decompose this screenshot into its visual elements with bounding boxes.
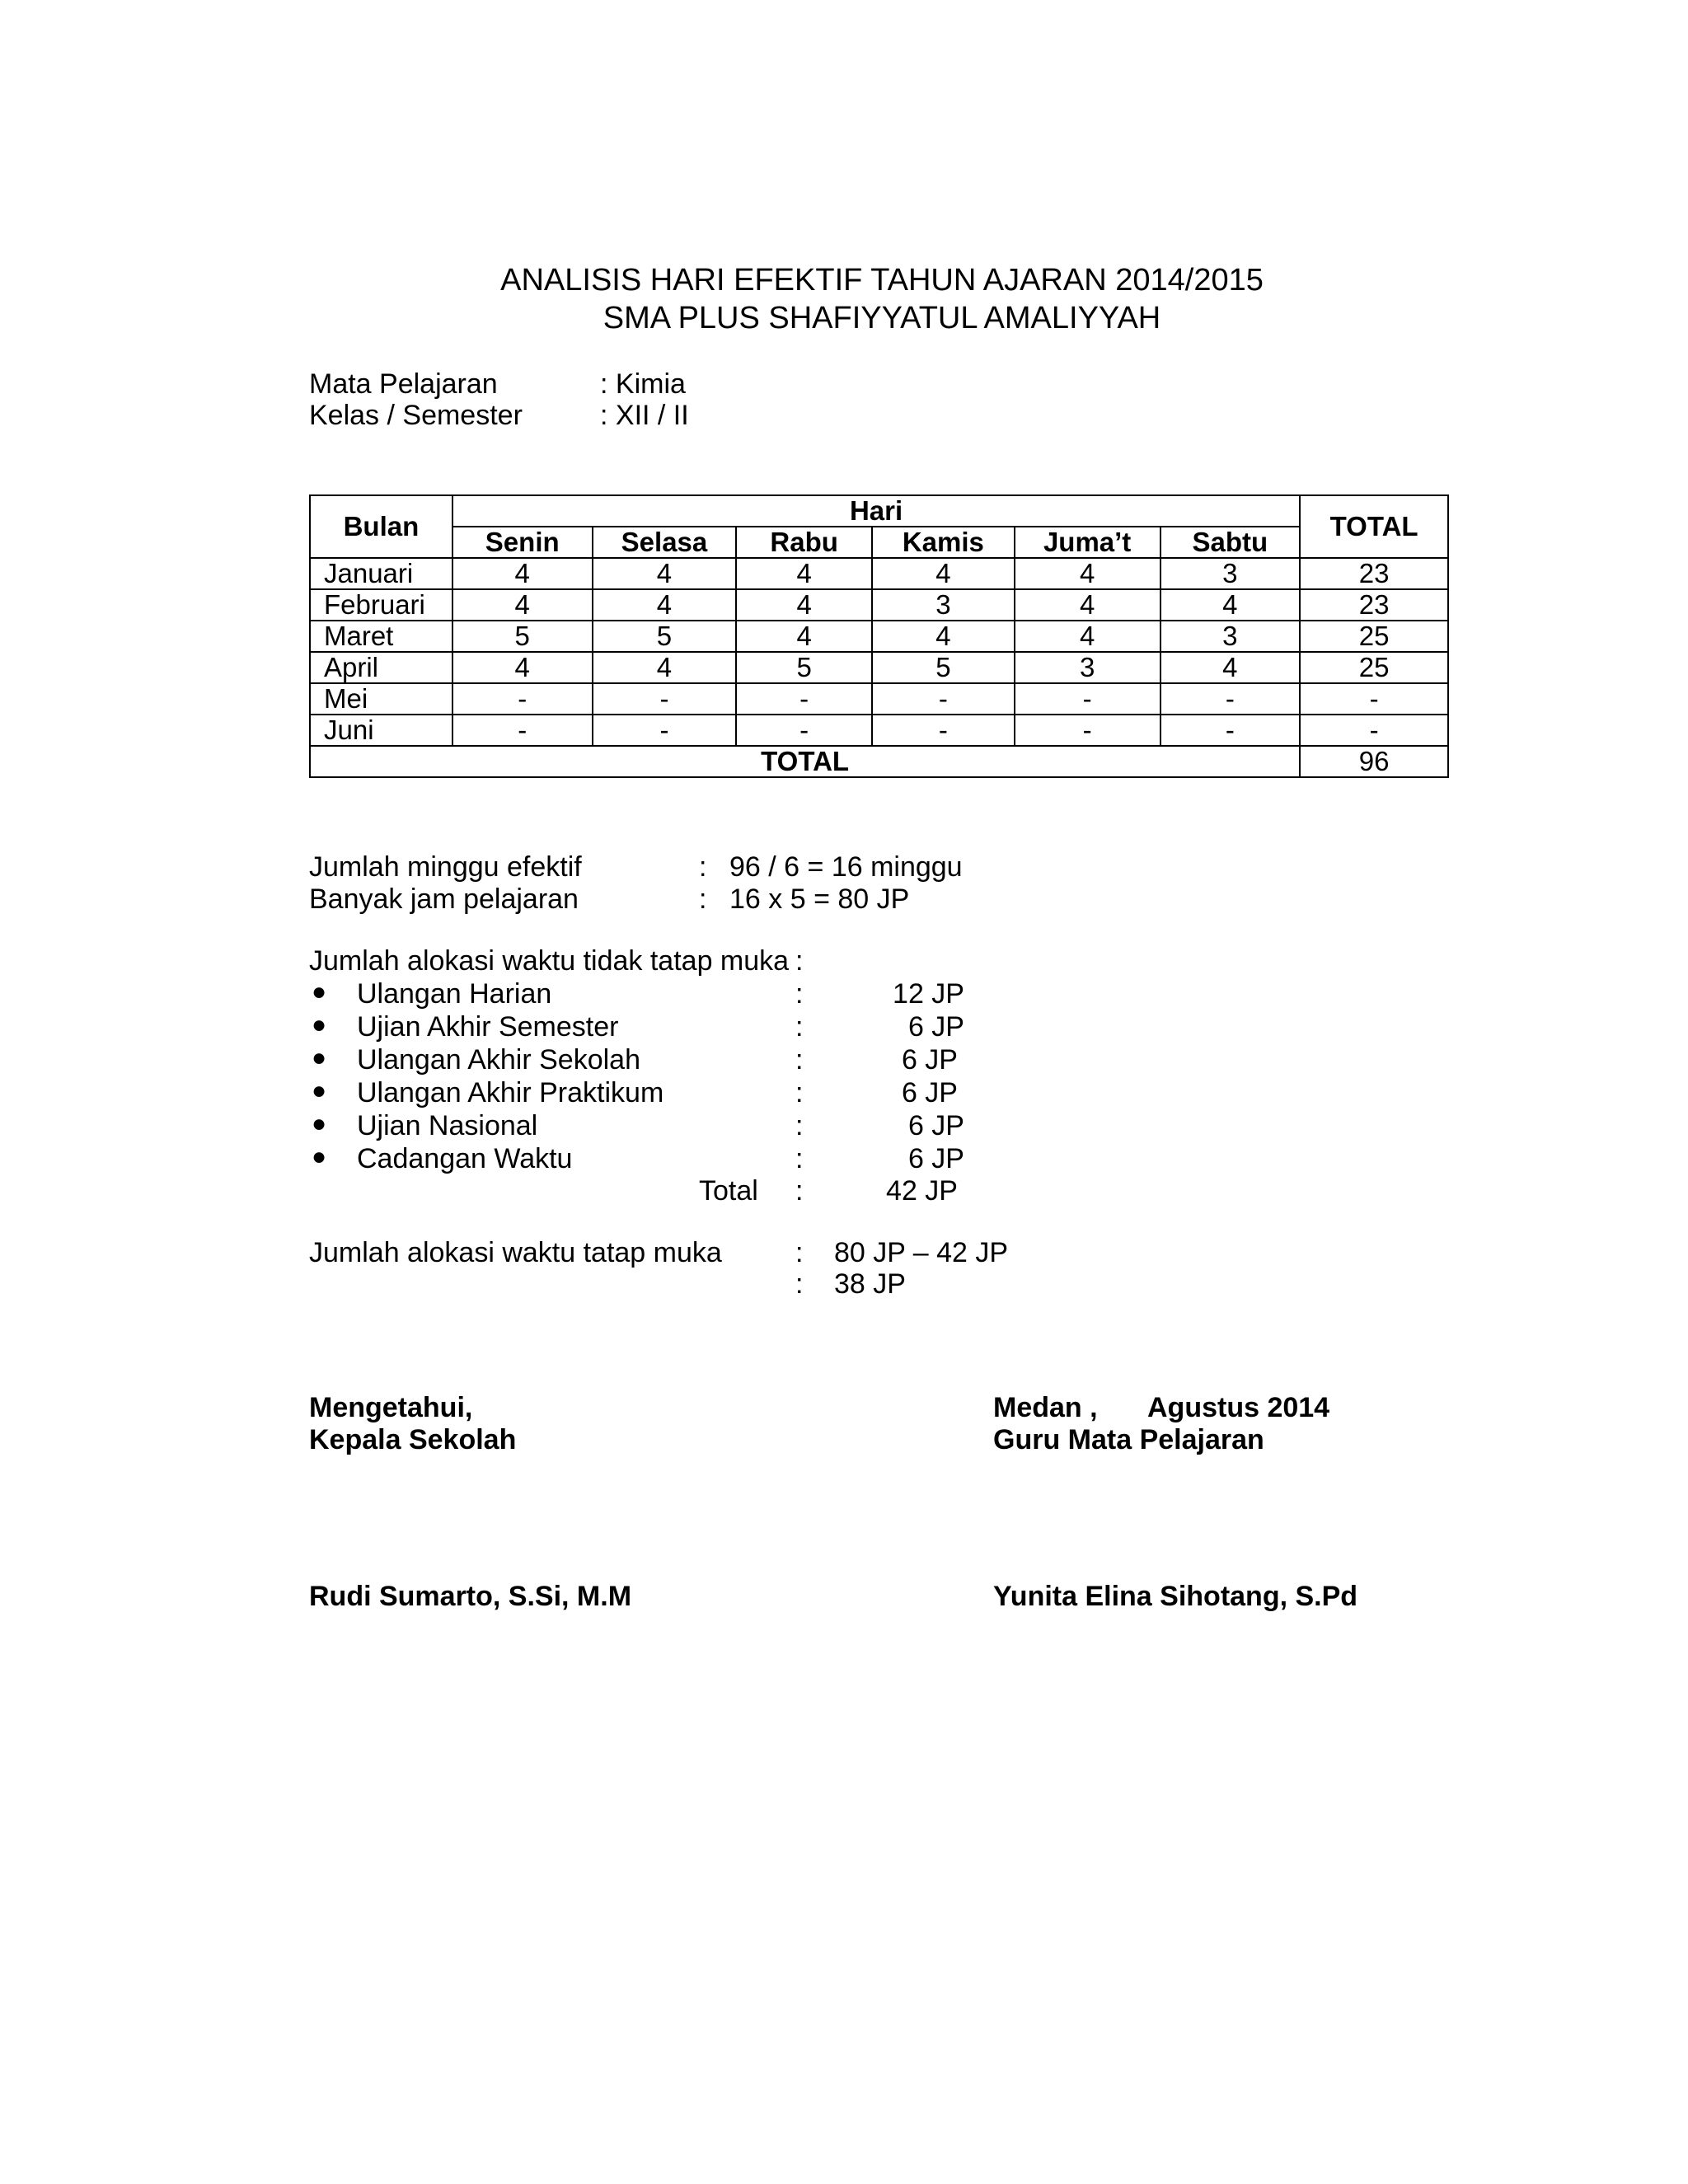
day-cell: - — [452, 683, 593, 715]
day-cell: 4 — [593, 652, 737, 683]
effective-days-table — [309, 494, 1449, 778]
face-line2: 38 JP — [834, 1268, 906, 1300]
day-cell: - — [1015, 715, 1160, 746]
sign-right-name: Yunita Elina Sihotang, S.Pd — [993, 1581, 1358, 1612]
month-cell: Januari — [310, 558, 452, 589]
day-cell: 4 — [1015, 621, 1160, 652]
day-cell: 4 — [452, 652, 593, 683]
table-footer-row — [310, 746, 1448, 777]
month-cell: April — [310, 652, 452, 683]
row-total-cell: - — [1300, 715, 1448, 746]
table-row — [310, 589, 1448, 621]
month-cell: Maret — [310, 621, 452, 652]
list-sep: : — [795, 1143, 804, 1174]
day-cell: 4 — [736, 558, 872, 589]
day-cell: 3 — [1015, 652, 1160, 683]
day-cell: 5 — [872, 652, 1015, 683]
row-total-cell: 25 — [1300, 652, 1448, 683]
day-cell: 5 — [736, 652, 872, 683]
day-cell: 4 — [1160, 652, 1301, 683]
hours-sep: : — [699, 883, 707, 915]
sign-left-line2: Kepala Sekolah — [309, 1424, 517, 1455]
day-cell: 4 — [593, 589, 737, 621]
non-face-total-label: Total — [699, 1175, 758, 1207]
header-day: Selasa — [593, 527, 737, 558]
list-sep: : — [795, 1077, 804, 1108]
list-sep: : — [795, 1044, 804, 1076]
face-sep: : — [795, 1237, 804, 1268]
non-face-total-value: 42 JP — [886, 1175, 958, 1207]
row-total-cell: 25 — [1300, 621, 1448, 652]
table-row — [310, 621, 1448, 652]
list-value: 12 JP — [893, 978, 964, 1010]
day-cell: 3 — [1160, 621, 1301, 652]
day-cell: - — [452, 715, 593, 746]
subject-label: Mata Pelajaran — [309, 368, 498, 400]
weeks-value: 96 / 6 = 16 minggu — [729, 851, 963, 883]
list-value: 6 JP — [907, 1011, 964, 1043]
month-cell: Mei — [310, 683, 452, 715]
day-cell: - — [1160, 715, 1301, 746]
day-cell: - — [872, 683, 1015, 715]
sign-left-name: Rudi Sumarto, S.Si, M.M — [309, 1581, 632, 1612]
weeks-sep: : — [699, 851, 707, 883]
list-value: 6 JP — [907, 1110, 964, 1141]
footer-total-label: TOTAL — [310, 746, 1300, 777]
month-cell: Juni — [310, 715, 452, 746]
day-cell: - — [593, 683, 737, 715]
header-days-group: Hari — [452, 495, 1300, 527]
page-title: ANALISIS HARI EFEKTIF TAHUN AJARAN 2014/2015 — [500, 263, 1264, 298]
header-total: TOTAL — [1300, 495, 1448, 558]
list-value: 6 JP — [901, 1044, 958, 1076]
face-sep: : — [795, 1268, 804, 1300]
table-row — [310, 558, 1448, 589]
day-cell: - — [736, 683, 872, 715]
list-value: 6 JP — [901, 1077, 958, 1108]
day-cell: 3 — [1160, 558, 1301, 589]
day-cell: 4 — [1015, 589, 1160, 621]
bullet-icon: ● — [312, 1077, 327, 1104]
header-day: Senin — [452, 527, 593, 558]
day-cell: 5 — [452, 621, 593, 652]
bullet-icon: ● — [312, 978, 327, 1005]
row-total-cell: - — [1300, 683, 1448, 715]
subject-value: : Kimia — [600, 368, 686, 400]
table-row — [310, 652, 1448, 683]
list-item: Ulangan Akhir Sekolah — [357, 1044, 641, 1076]
day-cell: - — [593, 715, 737, 746]
footer-total-value: 96 — [1300, 746, 1448, 777]
face-label: Jumlah alokasi waktu tatap muka — [309, 1237, 722, 1268]
day-cell: - — [736, 715, 872, 746]
day-cell: 4 — [593, 558, 737, 589]
day-cell: 4 — [452, 558, 593, 589]
month-cell: Februari — [310, 589, 452, 621]
list-sep: : — [795, 1011, 804, 1043]
day-cell: - — [1015, 683, 1160, 715]
day-cell: - — [1160, 683, 1301, 715]
day-cell: 4 — [452, 589, 593, 621]
list-item: Ulangan Harian — [357, 978, 552, 1010]
day-cell: - — [872, 715, 1015, 746]
sign-left-line1: Mengetahui, — [309, 1392, 473, 1423]
bullet-icon: ● — [312, 1044, 327, 1071]
sign-right-date: Agustus 2014 — [1147, 1392, 1330, 1423]
non-face-sep: : — [795, 945, 804, 977]
day-cell: 4 — [736, 621, 872, 652]
day-cell: 4 — [1015, 558, 1160, 589]
day-cell: 4 — [872, 558, 1015, 589]
table-row — [310, 715, 1448, 746]
list-item: Cadangan Waktu — [357, 1143, 573, 1174]
list-item: Ujian Nasional — [357, 1110, 538, 1141]
sign-right-line2: Guru Mata Pelajaran — [993, 1424, 1264, 1455]
hours-label: Banyak jam pelajaran — [309, 883, 579, 915]
list-value: 6 JP — [907, 1143, 964, 1174]
list-sep: : — [795, 1175, 804, 1207]
list-sep: : — [795, 978, 804, 1010]
page-subtitle: SMA PLUS SHAFIYYATUL AMALIYYAH — [603, 301, 1161, 335]
header-day: Juma’t — [1015, 527, 1160, 558]
bullet-icon: ● — [312, 1110, 327, 1137]
header-day: Rabu — [736, 527, 872, 558]
list-item: Ulangan Akhir Praktikum — [357, 1077, 664, 1108]
list-item: Ujian Akhir Semester — [357, 1011, 619, 1043]
header-day: Kamis — [872, 527, 1015, 558]
day-cell: 3 — [872, 589, 1015, 621]
day-cell: 5 — [593, 621, 737, 652]
class-value: : XII / II — [600, 400, 689, 431]
hours-value: 16 x 5 = 80 JP — [729, 883, 910, 915]
face-line1: 80 JP – 42 JP — [834, 1237, 1009, 1268]
non-face-heading: Jumlah alokasi waktu tidak tatap muka — [309, 945, 790, 977]
header-month: Bulan — [310, 495, 452, 558]
bullet-icon: ● — [312, 1011, 327, 1038]
row-total-cell: 23 — [1300, 558, 1448, 589]
row-total-cell: 23 — [1300, 589, 1448, 621]
list-sep: : — [795, 1110, 804, 1141]
table-row — [310, 683, 1448, 715]
class-label: Kelas / Semester — [309, 400, 523, 431]
sign-right-city: Medan , — [993, 1392, 1098, 1423]
day-cell: 4 — [1160, 589, 1301, 621]
weeks-label: Jumlah minggu efektif — [309, 851, 582, 883]
header-day: Sabtu — [1160, 527, 1301, 558]
day-cell: 4 — [872, 621, 1015, 652]
day-cell: 4 — [736, 589, 872, 621]
bullet-icon: ● — [312, 1143, 327, 1170]
